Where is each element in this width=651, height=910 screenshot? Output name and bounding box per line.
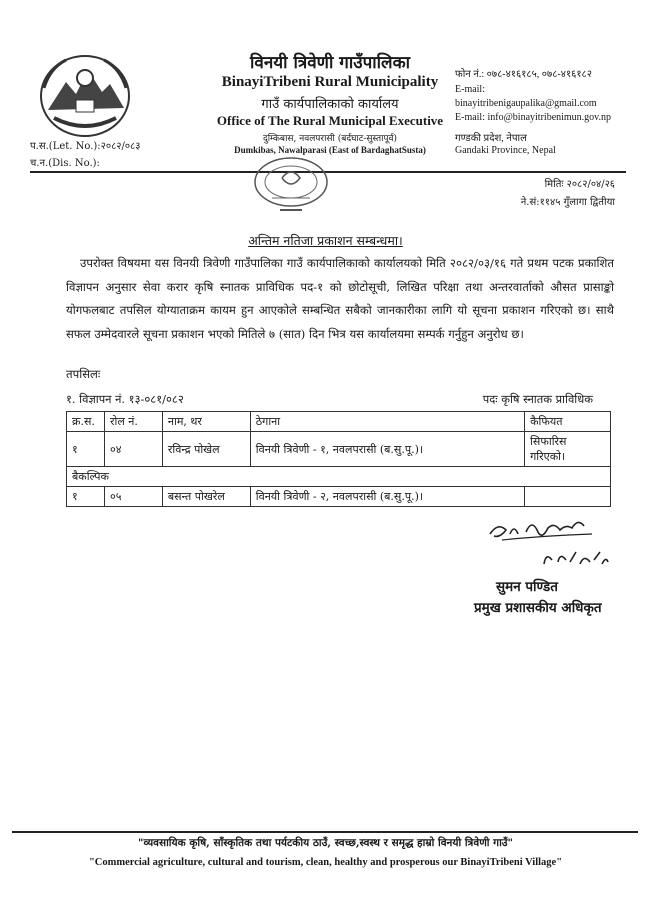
result-table [66, 411, 611, 507]
table-cell: १ [67, 432, 105, 467]
email-primary: binayitribenigaupalika@gmail.com [455, 98, 597, 109]
alternate-label-row [67, 467, 611, 487]
body-paragraph: उपरोक्त विषयमा यस विनयी त्रिवेणी गाउँपालिका गाउँ कार्यपालिकाको कार्यालयको मिति २०८२/०३/१६ गते प्रथम पटक प्रकाशित विज्ञापन अनुसार सेवा करार कृषि स्नातक प्राविधिक पद-१ को छोटोसूची, लिखित परिक्षा तथा अन्तरवार्ताको औसत प्रासाङ्को योगफलबाट तपसिल योग्याताक्रम कायम हुन आएकोले सम्बन्धित सबैको जानकारीका लागि यो सूचना प्रकाशन गरिएको छ। साथै सफल उम्मेदवारले सूचना प्रकाशन भएको मितिले ७ (सात) दिन भित्र यस कार्यालयमा सम्पर्क गर्नुहुन अनुरोध छ। [66, 256, 614, 341]
email-secondary: E-mail: info@binayitribenimun.gov.np [455, 112, 612, 123]
exec-office-np: गाउँ कार्यपालिकाको कार्यालय [261, 97, 399, 112]
table-cell: विनयी त्रिवेणी - १, नवलपरासी (ब.सु.पू.)। [250, 432, 524, 467]
letter-number: प.स.(Let. No.):२०८२/०८३ [30, 141, 141, 152]
province-np: गण्डकी प्रदेश, नेपाल [455, 133, 527, 144]
office-name-en: BinayiTribeni Rural Municipality [221, 74, 439, 90]
signatory-name: सुमन पण्डित [496, 579, 558, 595]
signatory-title: प्रमुख प्रशासकीय अधिकृत [474, 600, 602, 616]
table-cell: सिफारिस गरिएको। [525, 432, 611, 467]
subject-line: अन्तिम नतिजा प्रकाशन सम्बन्धमा। [248, 233, 403, 248]
advertisement-number: १. विज्ञापन नं. १३-०८१/०८२ [66, 392, 184, 406]
motto-np: "व्यवसायिक कृषि, साँस्कृतिक तथा पर्यटकीय ठाउँ, स्वच्छ,स्वस्थ र समृद्ध हाम्रो विनयी त्रिवेणी गाउँ" [137, 837, 514, 849]
footer-divider [12, 831, 638, 833]
motto-en: "Commercial agriculture, cultural and tourism, clean, healthy and prosperous our BinayiTribeni Village" [88, 857, 563, 868]
table-cell [525, 487, 611, 507]
phone-number: फोन नं.: ०७८-४१६१८५, ०७८-४१६१८२ [455, 69, 592, 80]
table-header-cell: ठेगाना [250, 412, 524, 432]
letter-date: मितिः २०८२/०४/२६ [544, 179, 615, 190]
dispatch-number: च.न.(Dis. No.): [30, 158, 100, 169]
notice-body [66, 252, 614, 346]
post-title: पदः कृषि स्नातक प्राविधिक [482, 392, 593, 406]
table-header-cell: रोल नं. [104, 412, 162, 432]
table-header-cell: क्र.स. [67, 412, 105, 432]
table-header-row [67, 412, 611, 432]
table-cell: ०४ [104, 432, 162, 467]
alternate-label: बैकल्पिक [67, 467, 611, 487]
table-cell: रविन्द्र पोखेल [162, 432, 250, 467]
nepal-emblem-icon [36, 48, 134, 140]
tapsil-label: तपसिलः [66, 367, 101, 381]
table-cell: ०५ [104, 487, 162, 507]
table-cell: बसन्त पोखरेल [162, 487, 250, 507]
table-header-cell: कैफियत [525, 412, 611, 432]
table-cell: विनयी त्रिवेणी - २, नवलपरासी (ब.सु.पू.)। [250, 487, 524, 507]
office-seal-stamp-icon [242, 148, 340, 220]
table-cell: १ [67, 487, 105, 507]
table-header-cell: नाम, थर [162, 412, 250, 432]
email-label: E-mail: [455, 84, 485, 95]
exec-office-en: Office of The Rural Municipal Executive [216, 113, 444, 128]
handwritten-signature-icon [480, 512, 610, 574]
address-en: Dumkibas, Nawalparasi (East of BardaghatSusta) [234, 145, 426, 155]
table-row [67, 487, 611, 507]
province-en: Gandaki Province, Nepal [455, 145, 556, 156]
office-name-np: विनयी त्रिवेणी गाउँपालिका [249, 53, 411, 73]
nepal-samvat-date: ने.सं:११४५ गुँलागा द्वितीया [520, 197, 615, 208]
table-row [67, 432, 611, 467]
address-np: दुम्किबास, नवलपरासी (बर्दघाट-सुस्तापूर्व) [262, 134, 398, 144]
